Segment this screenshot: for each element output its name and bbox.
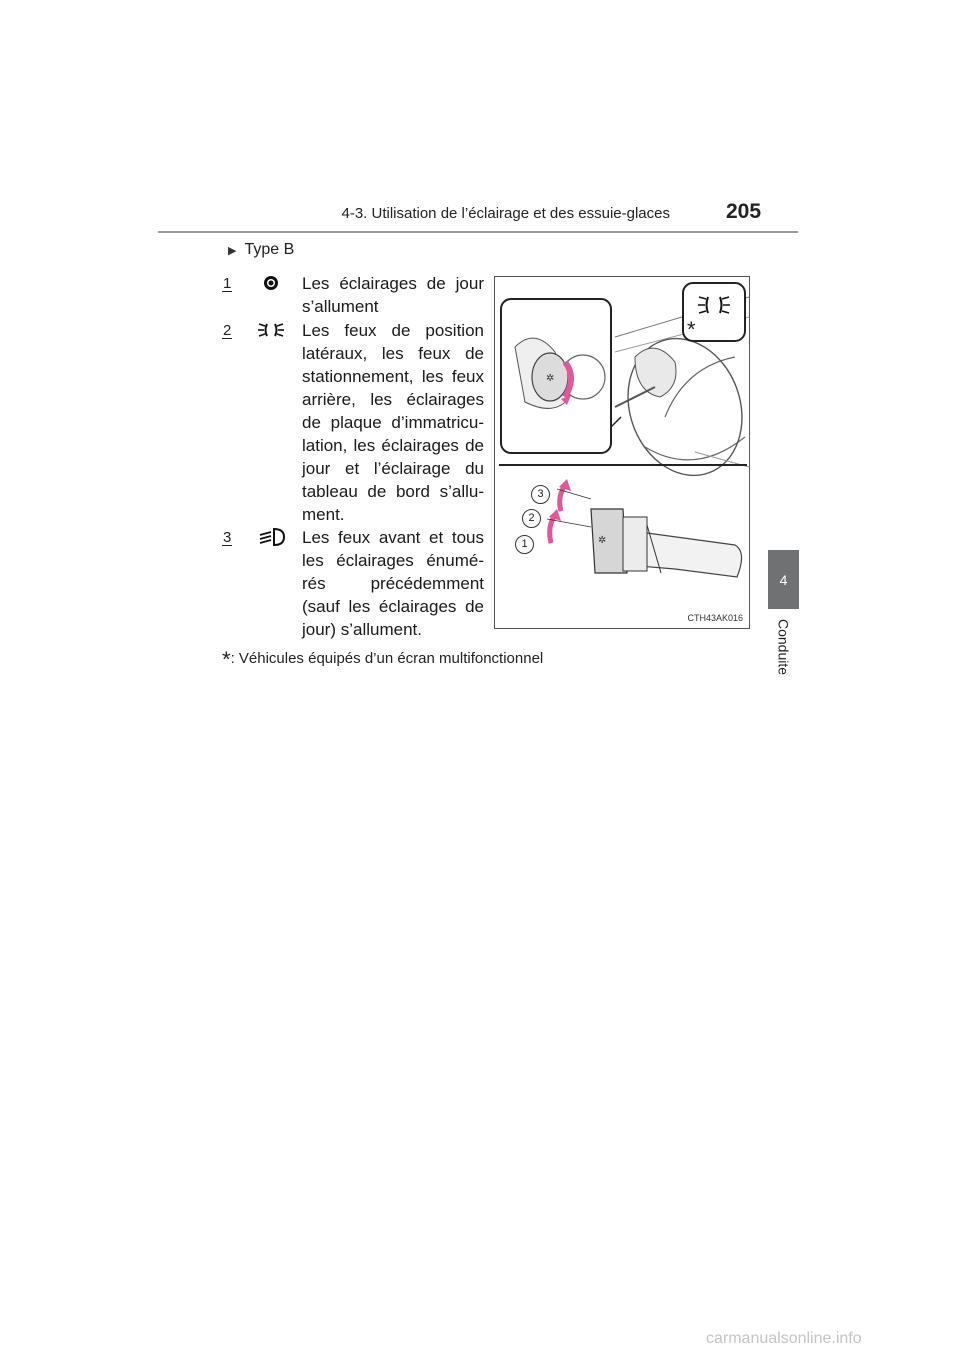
item-description: Les feux de position latéraux, les feux de stationnement, les feux arrière, les éclairages de plaque d’immatricu-lation, les éclairages de jour et l’éclairage du tableau de bord s’allu-ment. <box>302 321 484 524</box>
item-description: Les éclairages de jour s’allument <box>302 274 484 316</box>
chapter-number: 4 <box>779 571 788 588</box>
figure-code: CTH43AK016 <box>687 613 743 623</box>
svg-text:✲: ✲ <box>546 373 555 384</box>
item-number: 3 <box>223 529 232 546</box>
header-divider <box>158 231 798 233</box>
list-item-1 <box>222 272 484 318</box>
figure-asterisk: * <box>687 317 696 342</box>
illustration-drawing <box>495 277 751 630</box>
low-beam-headlight-icon <box>256 526 286 548</box>
type-heading-text: Type B <box>244 241 295 258</box>
footnote <box>222 647 543 673</box>
callout-1: 1 <box>515 535 534 554</box>
item-number: 1 <box>223 275 232 292</box>
footnote-text: : Véhicules équipés d’un écran multifonctionnel <box>230 650 544 667</box>
footnote-marker: * <box>222 647 231 672</box>
section-title: 4-3. Utilisation de l’éclairage et des essuie-glaces <box>341 205 670 222</box>
triangle-bullet-icon: ▶ <box>228 244 237 257</box>
watermark: carmanualsonline.info <box>706 1330 862 1347</box>
chapter-label: Conduite <box>775 618 792 676</box>
daytime-running-light-icon <box>256 272 286 294</box>
type-heading <box>228 241 294 259</box>
position-lights-icon <box>256 319 286 341</box>
item-description: Les feux avant et tous les éclairages énumé-rés précédemment (sauf les éclairages de jour) s’allument. <box>302 528 484 639</box>
light-switch-illustration <box>494 276 750 629</box>
page-number: 205 <box>726 200 762 223</box>
chapter-tab <box>768 550 799 609</box>
callout-2: 2 <box>522 509 541 528</box>
callout-3: 3 <box>531 485 550 504</box>
list-item-3 <box>222 526 484 641</box>
item-number: 2 <box>223 322 232 339</box>
list-item-2 <box>222 319 484 526</box>
svg-text:✲: ✲ <box>598 535 607 546</box>
